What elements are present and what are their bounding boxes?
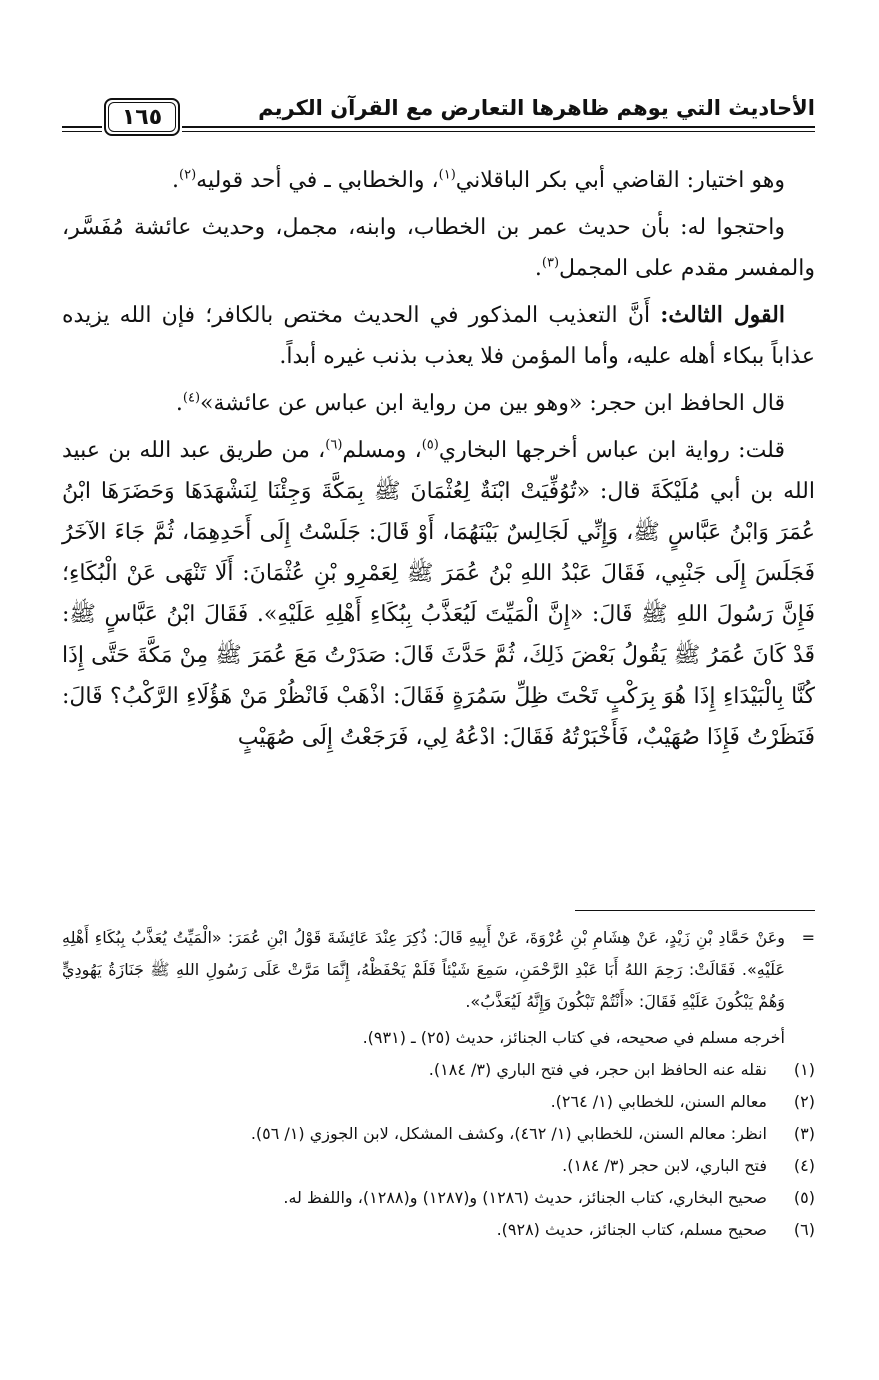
footnote-number: (٣) (793, 1124, 815, 1143)
footnote-number: (١) (793, 1060, 815, 1079)
footnote-text: صحيح مسلم، كتاب الجنائز، حديث (٩٢٨). (496, 1220, 767, 1239)
paragraph (62, 295, 815, 377)
footnote-number: (٦) (793, 1220, 815, 1239)
paragraph (62, 207, 815, 289)
header-left-rule (62, 126, 102, 132)
paragraph (62, 383, 815, 424)
footnote-text: معالم السنن، للخطابي (١/ ٢٦٤). (550, 1092, 767, 1111)
footnotes (62, 922, 815, 1246)
text-run: . (175, 391, 183, 416)
text-run: ، والخطابي ـ في أحد قوليه (196, 168, 439, 193)
footnote-ref[interactable]: (١) (438, 167, 456, 183)
paragraph (62, 430, 815, 758)
footnote-number: (٤) (793, 1156, 815, 1175)
footnote-continuation (62, 922, 815, 1018)
text-run: ، ومسلم (342, 438, 422, 463)
footnote-text: صحيح البخاري، كتاب الجنائز، حديث (١٢٨٦) و(١٢٨٧) و(١٢٨٨)، واللفظ له. (283, 1188, 767, 1207)
footnote-number: (٥) (793, 1188, 815, 1207)
page-number-frame (104, 98, 180, 136)
footnote-ref[interactable]: (٤) (182, 390, 201, 406)
footnote-text: نقله عنه الحافظ ابن حجر، في فتح الباري (٣/ ١٨٤). (428, 1060, 767, 1079)
header-double-rule (182, 126, 815, 132)
running-header-title: الأحاديث التي يوهم ظاهرها التعارض مع القرآن الكريم (258, 96, 815, 120)
footnote-item (62, 1182, 815, 1214)
footnote-item (62, 1150, 815, 1182)
text-run: قال الحافظ ابن حجر: «وهو بين من رواية ابن عباس عن عائشة» (200, 391, 785, 416)
section-lead: القول الثالث: (660, 302, 785, 328)
page-number: ١٦٥ (108, 102, 176, 132)
text-run: . (172, 168, 180, 193)
footnote-source: أخرجه مسلم في صحيحه، في كتاب الجنائز، حديث (٢٥) ـ (٩٣١). (362, 1028, 785, 1047)
footnote-ref[interactable]: (٦) (325, 437, 343, 453)
text-run: أَنَّ التعذيب المذكور في الحديث مختص بالكافر؛ فإن الله يزيده عذاباً ببكاء أهله عليه، وأما المؤمن فلا يعذب بذنب غيره أبداً. (62, 303, 815, 369)
text-run: ، من طريق عبد الله بن عبيد الله بن أبي مُلَيْكَةَ قال: «تُوُفِّيَتْ ابْنَةٌ لِعُثْمَانَ ﷺ بِمَكَّةَ وَجِئْنَا لِنَشْهَدَهَا وَحَضَرَهَا ابْنُ عُمَرَ وَابْنُ عَبَّاسٍ ﷺ، وَإِنِّي لَجَالِسٌ بَيْنَهُمَا، أَوْ قَالَ: جَلَسْتُ إِلَى أَحَدِهِمَا، ثُمَّ جَاءَ الآخَرُ فَجَلَسَ إِلَى جَنْبِي، فَقَالَ عَبْدُ اللهِ بْنُ عُمَرَ ﷺ لِعَمْرِو بْنِ عُثْمَانَ: أَلَا تَنْهَى عَنْ الْبُكَاءِ؛ فَإِنَّ رَسُولَ اللهِ ﷺ قَالَ: «إِنَّ الْمَيِّتَ لَيُعَذَّبُ بِبُكَاءِ أَهْلِهِ عَلَيْهِ». فَقَالَ ابْنُ عَبَّاسٍ ﷺ: قَدْ كَانَ عُمَرُ ﷺ يَقُولُ بَعْضَ ذَلِكَ، ثُمَّ حَدَّثَ قَالَ: صَدَرْتُ مَعَ عُمَرَ ﷺ مِنْ مَكَّةَ حَتَّى إِذَا كُنَّا بِالْبَيْدَاءِ إِذَا هُوَ بِرَكْبٍ تَحْتَ ظِلِّ سَمُرَةٍ فَقَالَ: اذْهَبْ فَانْظُرْ مَنْ هَؤُلَاءِ الرَّكْبُ؟ قَالَ: فَنَظَرْتُ فَإِذَا صُهَيْبٌ، فَأَخْبَرْتُهُ فَقَالَ: ادْعُهُ لِي، فَرَجَعْتُ إِلَى صُهَيْبٍ (62, 438, 815, 750)
footnote-item (62, 1214, 815, 1246)
footnote-ref[interactable]: (٣) (541, 255, 560, 271)
footnote-ref[interactable]: (٥) (421, 437, 439, 453)
footnote-item (62, 1118, 815, 1150)
footnote-text: انظر: معالم السنن، للخطابي (١/ ٤٦٢)، وكشف المشكل، لابن الجوزي (١/ ٥٦). (250, 1124, 767, 1143)
paragraph (62, 160, 815, 201)
text-run: وهو اختيار: القاضي أبي بكر الباقلاني (455, 168, 785, 193)
text-run: قلت: رواية ابن عباس أخرجها البخاري (438, 438, 785, 463)
footnote-separator (575, 910, 815, 911)
footnote-text: فتح الباري، لابن حجر (٣/ ١٨٤). (562, 1156, 767, 1175)
footnote-item (62, 1054, 815, 1086)
running-header (62, 94, 815, 138)
footnote-item (62, 1086, 815, 1118)
continuation-mark: = (801, 928, 815, 947)
text-run: واحتجوا له: بأن حديث عمر بن الخطاب، وابنه، مجمل، وحديث عائشة مُفَسَّر، والمفسر مقدم على المجمل (62, 215, 815, 281)
footnote-ref[interactable]: (٢) (179, 167, 197, 183)
main-text (62, 160, 815, 758)
text-run: . (534, 256, 542, 281)
footnote-number: (٢) (793, 1092, 815, 1111)
continuation-text: وعَنْ حَمَّادِ بْنِ زَيْدٍ، عَنْ هِشَامِ بْنِ عُرْوَةَ، عَنْ أَبِيهِ قَالَ: ذُكِرَ عِنْدَ عَائِشَةَ قَوْلُ ابْنِ عُمَرَ: «الْمَيِّتُ يُعَذَّبُ بِبُكَاءِ أَهْلِهِ عَلَيْهِ». فَقَالَتْ: رَحِمَ اللهُ أَبَا عَبْدِ الرَّحْمَنِ، سَمِعَ شَيْئاً فَلَمْ يَحْفَظْهُ، إِنَّمَا مَرَّتْ عَلَى رَسُولِ اللهِ ﷺ جَنَازَةُ يَهُودِيٍّ وَهُمْ يَبْكُونَ عَلَيْهِ فَقَالَ: «أَنْتُمْ تَبْكُونَ وَإِنَّهُ لَيُعَذَّبُ». (62, 928, 785, 1011)
